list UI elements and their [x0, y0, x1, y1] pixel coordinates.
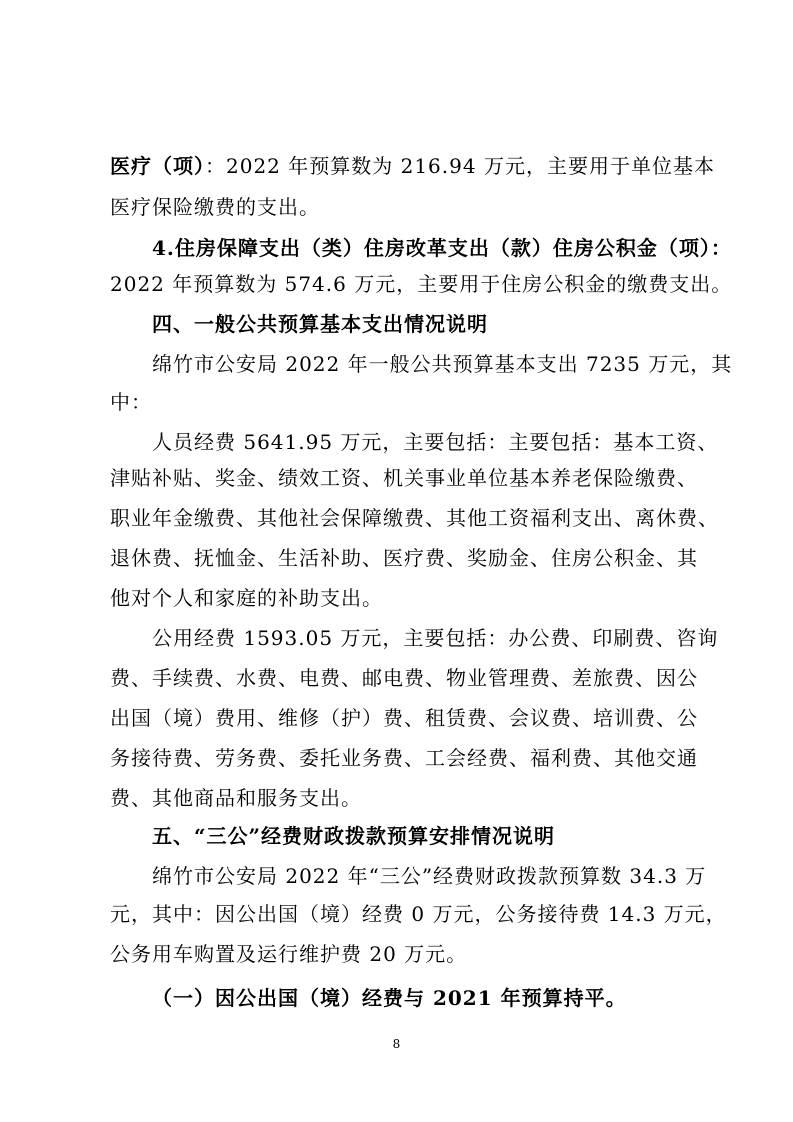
paragraph-line: 出国（境）费用、维修（护）费、租赁费、会议费、培训费、公 — [110, 706, 698, 730]
item-heading: 4.住房保障支出（类）住房改革支出（款）住房公积金（项）： — [152, 236, 732, 260]
section-heading: 五、“三公”经费财政拨款预算安排情况说明 — [152, 824, 556, 848]
item-label: 医疗（项） — [110, 154, 205, 178]
paragraph-line: 津贴补贴、奖金、绩效工资、机关事业单位基本养老保险缴费、 — [110, 466, 698, 490]
paragraph-line: 中： — [110, 390, 152, 414]
subsection-heading: （一）因公出国（境）经费与 2021 年预算持平。 — [152, 986, 627, 1010]
paragraph-line: 公用经费 1593.05 万元，主要包括：办公费、印刷费、咨询 — [152, 626, 719, 650]
page-number: 8 — [392, 1037, 401, 1051]
paragraph-line: 绵竹市公安局 2022 年“三公”经费财政拨款预算数 34.3 万 — [152, 864, 707, 888]
paragraph-line: 费、手续费、水费、电费、邮电费、物业管理费、差旅费、因公 — [110, 666, 698, 690]
paragraph-line: 他对个人和家庭的补助支出。 — [110, 586, 383, 610]
paragraph-line: 2022 年预算数为 574.6 万元，主要用于住房公积金的缴费支出。 — [110, 272, 733, 296]
paragraph-line: 人员经费 5641.95 万元，主要包括：主要包括：基本工资、 — [152, 430, 719, 454]
item-text: ：2022 年预算数为 216.94 万元，主要用于单位基本 — [205, 154, 715, 178]
paragraph-line: 费、其他商品和服务支出。 — [110, 786, 362, 810]
paragraph-line: 务接待费、劳务费、委托业务费、工会经费、福利费、其他交通 — [110, 746, 698, 770]
paragraph-line: 公务用车购置及运行维护费 20 万元。 — [110, 942, 468, 966]
paragraph-line: 绵竹市公安局 2022 年一般公共预算基本支出 7235 万元，其 — [152, 352, 733, 376]
paragraph-line: 元，其中：因公出国（境）经费 0 万元，公务接待费 14.3 万元， — [110, 902, 727, 926]
paragraph-line: 医疗保险缴费的支出。 — [110, 195, 320, 219]
section-heading: 四、一般公共预算基本支出情况说明 — [152, 312, 488, 336]
paragraph-line: 职业年金缴费、其他社会保障缴费、其他工资福利支出、离休费、 — [110, 506, 719, 530]
paragraph-line — [110, 148, 715, 184]
paragraph-line: 退休费、抚恤金、生活补助、医疗费、奖励金、住房公积金、其 — [110, 546, 698, 570]
